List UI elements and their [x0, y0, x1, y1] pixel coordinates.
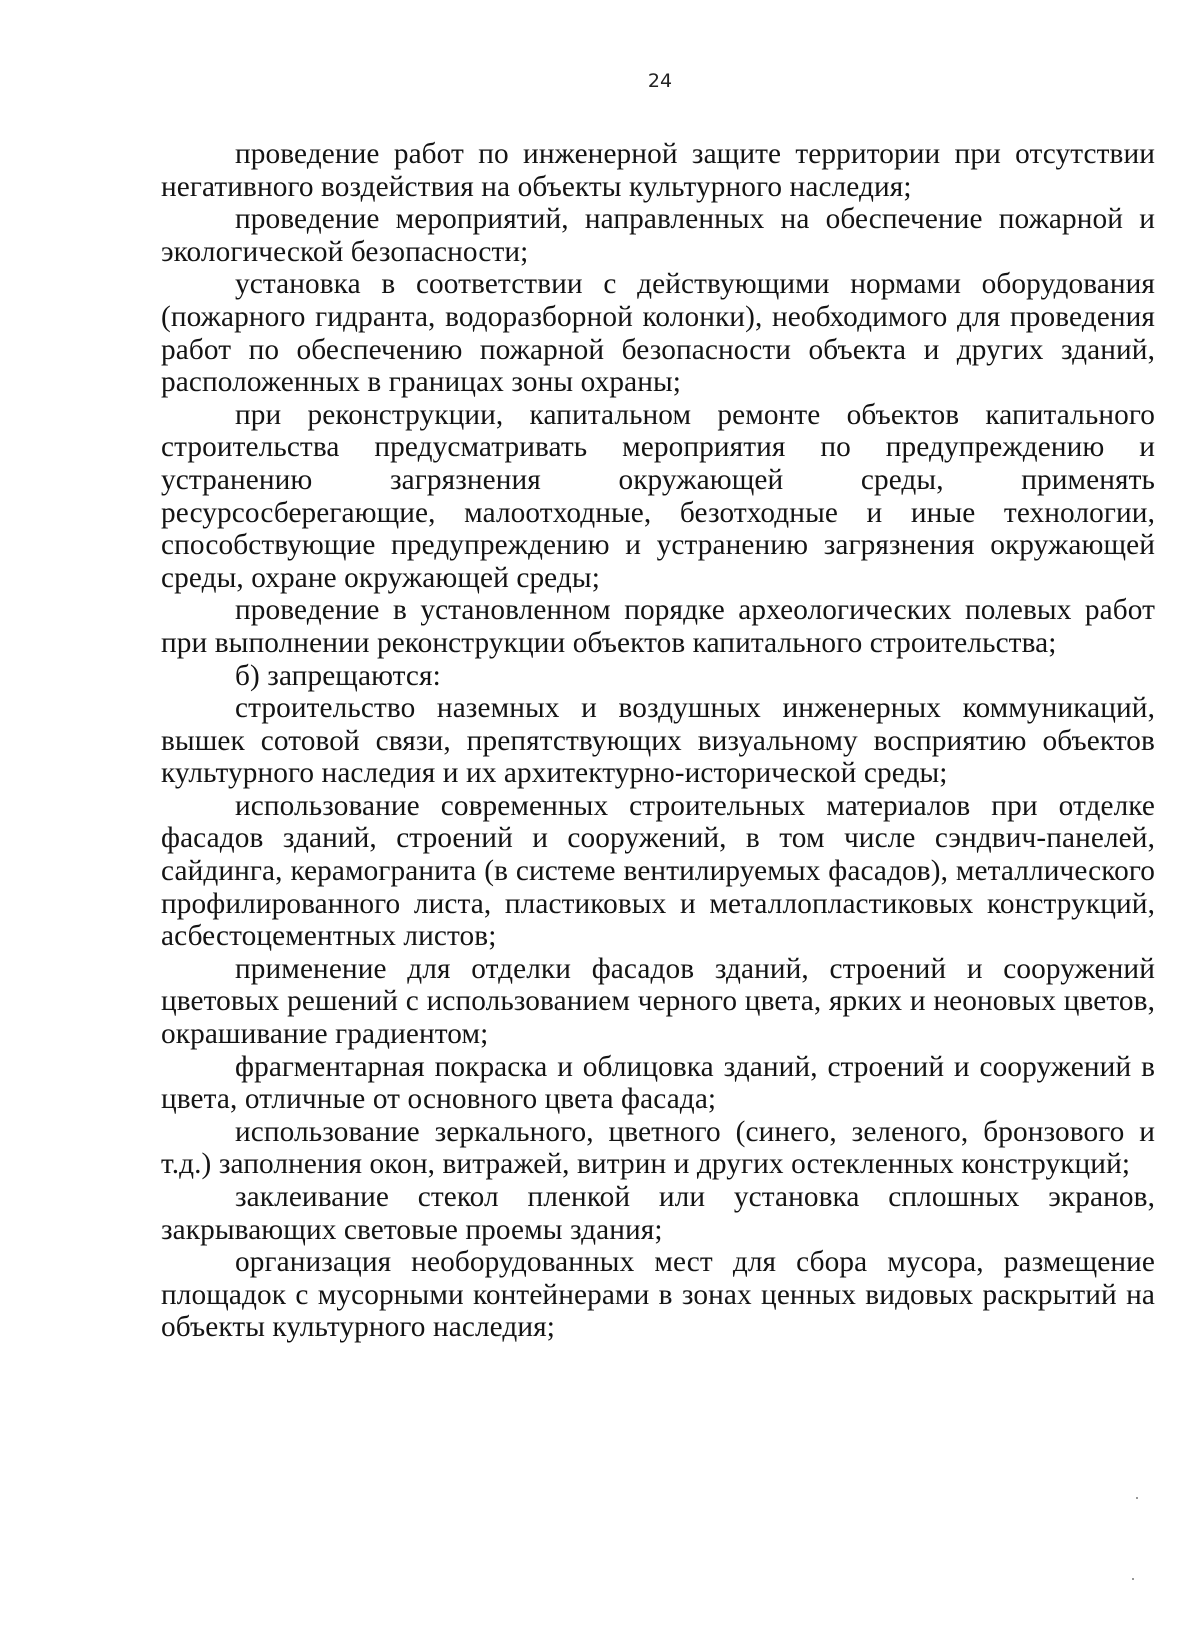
page-number: 24	[647, 70, 673, 92]
paragraph-engineering-protection: проведение работ по инженерной защите территории при отсутствии негативного воздействия на объекты культурного наследия;	[161, 138, 1155, 203]
paragraph-equipment-installation: установка в соответствии с действующими нормами оборудования (пожарного гидранта, водоразборной колонки), необходимого для проведения работ по обеспечению пожарной безопасности объекта и других зданий, расположенных в границах зоны охраны;	[161, 268, 1155, 399]
paragraph-fire-ecological-safety: проведение мероприятий, направленных на обеспечение пожарной и экологической безопасности;	[161, 203, 1155, 268]
paragraph-archaeological-works: проведение в установленном порядке археологических полевых работ при выполнении реконструкции объектов капитального строительства;	[161, 594, 1155, 659]
paragraph-modern-materials: использование современных строительных материалов при отделке фасадов зданий, строений и сооружений, в том числе сэндвич-панелей, сайдинга, керамогранита (в системе вентилируемых фасадов), металлического профилированного листа, пластиковых и металлопластиковых конструкций, асбестоцементных листов;	[161, 789, 1155, 953]
scan-speck	[1132, 1578, 1134, 1580]
paragraph-mirror-glazing: использование зеркального, цветного (синего, зеленого, бронзового и т.д.) заполнения окон, витражей, витрин и других остекленных конструкций;	[161, 1115, 1155, 1181]
paragraph-reconstruction-measures: при реконструкции, капитальном ремонте объектов капитального строительства предусматривать мероприятия по предупреждению и устранению загрязнения окружающей среды, применять ресурсосберегающие, малоотходные, безотходные и иные технологии, способствующие предупреждению и устранению загрязнения окружающей среды, охране окружающей среды;	[161, 398, 1155, 594]
paragraph-color-solutions: применение для отделки фасадов зданий, строений и сооружений цветовых решений с использованием черного цвета, ярких и неоновых цветов, окрашивание градиентом;	[161, 952, 1155, 1051]
paragraph-garbage-sites: организация необорудованных мест для сбора мусора, размещение площадок с мусорными контейнерами в зонах ценных видовых раскрытий на объекты культурного наследия;	[161, 1246, 1155, 1344]
document-body	[161, 138, 1155, 1344]
paragraph-glass-film: заклеивание стекол пленкой или установка сплошных экранов, закрывающих световые проемы здания;	[161, 1181, 1155, 1246]
paragraph-fragmentary-painting: фрагментарная покраска и облицовка зданий, строений и сооружений в цвета, отличные от основного цвета фасада;	[161, 1050, 1155, 1116]
paragraph-communications-construction: строительство наземных и воздушных инженерных коммуникаций, вышек сотовой связи, препятствующих визуальному восприятию объектов культурного наследия и их архитектурно-исторической среды;	[161, 692, 1155, 790]
paragraph-prohibited-heading: б) запрещаются:	[235, 659, 441, 692]
scan-speck	[1136, 1497, 1138, 1499]
